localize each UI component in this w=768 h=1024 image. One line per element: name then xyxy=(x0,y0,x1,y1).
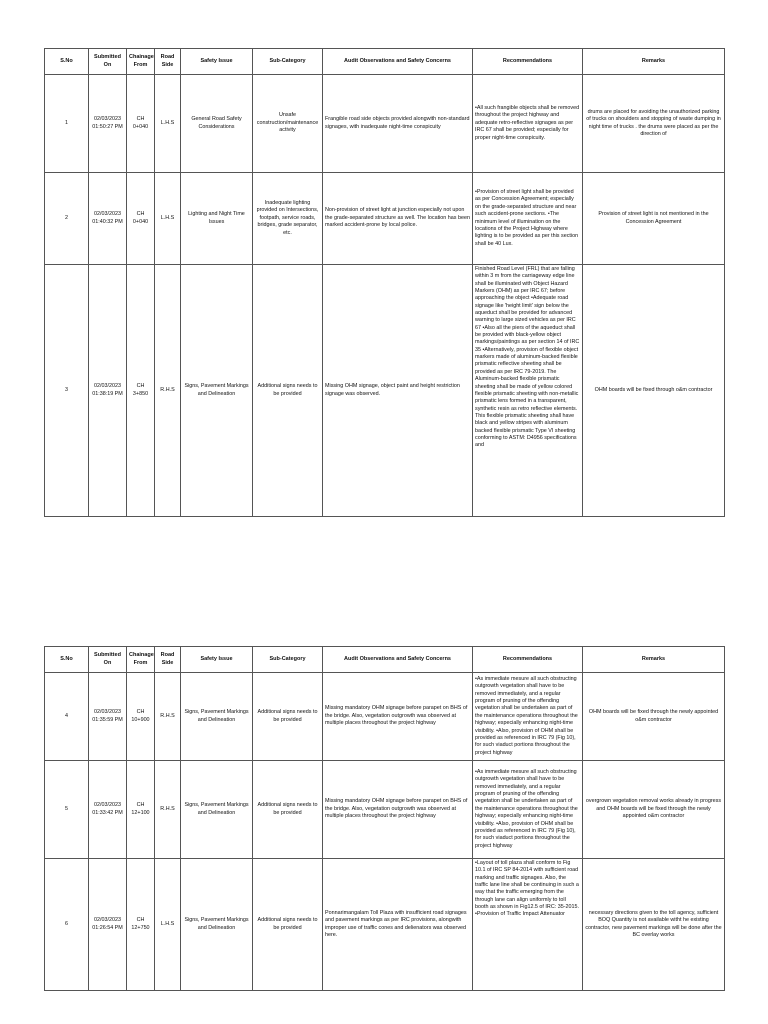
cell-submitted-on: 02/03/2023 01:35:59 PM xyxy=(89,673,127,761)
cell-remarks: drums are placed for avoiding the unauthorized parking of trucks on shoulders and stopping of waste dumping in night time of trucks . the drums were placed as per the direction of xyxy=(583,75,725,173)
header-sub-category: Sub-Category xyxy=(253,647,323,673)
cell-sno: 2 xyxy=(45,173,89,265)
table-header-row xyxy=(45,647,725,673)
cell-observations: Frangible road side objects provided alongwith non-standard signages, with inadequate night-time conspicuity xyxy=(323,75,473,173)
header-sno: S.No xyxy=(45,49,89,75)
header-remarks: Remarks xyxy=(583,49,725,75)
header-recommendations: Recommendations xyxy=(473,49,583,75)
header-remarks: Remarks xyxy=(583,647,725,673)
cell-sub-category: Unsafe construction/maintenance activity xyxy=(253,75,323,173)
cell-road-side: L.H.S xyxy=(155,173,181,265)
cell-remarks: overgrown vegetation removal works already in progress and OHM boards will be fixed through the newly appointed o&m contractor xyxy=(583,761,725,859)
header-audit-observations: Audit Observations and Safety Concerns xyxy=(323,49,473,75)
cell-chainage: CH 0+040 xyxy=(127,75,155,173)
cell-submitted-on: 02/03/2023 01:26:54 PM xyxy=(89,859,127,991)
cell-remarks: OHM boards will be fixed through o&m contractor xyxy=(583,265,725,517)
cell-safety-issue: Signs, Pavement Markings and Delineation xyxy=(181,673,253,761)
cell-safety-issue: Signs, Pavement Markings and Delineation xyxy=(181,761,253,859)
cell-sno: 4 xyxy=(45,673,89,761)
cell-road-side: R.H.S xyxy=(155,761,181,859)
table-row xyxy=(45,673,725,761)
cell-safety-issue: Signs, Pavement Markings and Delineation xyxy=(181,265,253,517)
cell-safety-issue: Signs, Pavement Markings and Delineation xyxy=(181,859,253,991)
cell-observations: Missing OHM signage, object paint and height restriction signage was observed. xyxy=(323,265,473,517)
cell-sub-category: Additional signs needs to be provided xyxy=(253,673,323,761)
header-chainage-from: Chainage From xyxy=(127,647,155,673)
header-chainage-from: Chainage From xyxy=(127,49,155,75)
cell-observations: Missing mandatory OHM signage before parapet on BHS of the bridge. Also, vegetation outgrowth was observed at multiple places throughout the project highway xyxy=(323,673,473,761)
table-row xyxy=(45,75,725,173)
cell-submitted-on: 02/03/2023 01:33:42 PM xyxy=(89,761,127,859)
cell-observations: Missing mandatory OHM signage before parapet on BHS of the bridge. Also, vegetation outgrowth was observed at multiple places throughout the project highway xyxy=(323,761,473,859)
cell-road-side: L.H.S xyxy=(155,859,181,991)
cell-recommendations: •Layout of toll plaza shall conform to Fig 10.1 of IRC SP 84-2014 with sufficient road marking and traffic signages. Also, the traffic lane line shall be continuing in such a way that the traffic emerging from the through lane can align uniformly to toll booth as shown in Fig12.5 of IRC: 35-2015. •Provision of Traffic Impact Attenuator xyxy=(473,859,583,991)
cell-remarks: OHM boards will be fixed through the newly appointed o&m contractor xyxy=(583,673,725,761)
cell-submitted-on: 02/03/2023 01:38:19 PM xyxy=(89,265,127,517)
cell-sno: 3 xyxy=(45,265,89,517)
header-sub-category: Sub-Category xyxy=(253,49,323,75)
cell-sno: 6 xyxy=(45,859,89,991)
cell-chainage: CH 12+100 xyxy=(127,761,155,859)
header-recommendations: Recommendations xyxy=(473,647,583,673)
audit-table-lower xyxy=(44,646,725,991)
header-safety-issue: Safety Issue xyxy=(181,647,253,673)
header-audit-observations: Audit Observations and Safety Concerns xyxy=(323,647,473,673)
table-row xyxy=(45,859,725,991)
cell-sub-category: Inadequate lighting provided on Intersections, footpath, service roads, bridges, grade separator, etc. xyxy=(253,173,323,265)
table-header-row xyxy=(45,49,725,75)
cell-observations: Ponnarimangalam Toll Plaza with insufficient road signages and pavement markings as per IRC provisions, alongwith improper use of traffic cones and delienators was observed here. xyxy=(323,859,473,991)
cell-sno: 1 xyxy=(45,75,89,173)
cell-sub-category: Additional signs needs to be provided xyxy=(253,265,323,517)
cell-safety-issue: General Road Safety Considerations xyxy=(181,75,253,173)
cell-observations: Non-provision of street light at junction especially not upon the grade-separated structure as well. The location has been marked accident-prone by local police. xyxy=(323,173,473,265)
header-submitted-on: Submitted On xyxy=(89,647,127,673)
audit-table-upper xyxy=(44,48,725,517)
cell-road-side: L.H.S xyxy=(155,75,181,173)
header-submitted-on: Submitted On xyxy=(89,49,127,75)
cell-recommendations: •As immediate mesure all such obstructing outgrowth vegetation shall have to be removed immediately, and a regular program of pruning of the offending vegetation shall be undertaken as part of the maintenance operations throughout the highway; especially enhancing night-time visibility. •Also, provision of OHM shall be provided as referenced in IRC 79 (Fig 10), for such viaduct portions throughout the project highway xyxy=(473,673,583,761)
table-row xyxy=(45,265,725,517)
cell-remarks: Provision of street light is not mentioned in the Concession Agreement xyxy=(583,173,725,265)
cell-sub-category: Additional signs needs to be provided xyxy=(253,859,323,991)
table-row xyxy=(45,173,725,265)
cell-safety-issue: Lighting and Night Time Issues xyxy=(181,173,253,265)
cell-chainage: CH 10+900 xyxy=(127,673,155,761)
cell-submitted-on: 02/03/2023 01:40:32 PM xyxy=(89,173,127,265)
cell-sno: 5 xyxy=(45,761,89,859)
header-safety-issue: Safety Issue xyxy=(181,49,253,75)
table-row xyxy=(45,761,725,859)
cell-recommendations: Finished Road Level (FRL) that are falling within 3 m from the carriageway edge line shall be illuminated with Object Hazard Markers (OHM) as per IRC 67; before approaching the object •Adequate road signage like 'height limit' sign below the aqueduct shall be provided for advanced warning to large sized vehicles as per IRC 67 •Also all the piers of the aqueduct shall be provided with black-yellow object markings/paintings as per section 14 of IRC 35 •Alternatively, provision of flexible object markers made of aluminum-backed flexible prismatic reflective sheeting shall be provided as per IRC 79-2019. The Aluminum-backed flexible prismatic sheeting shall be made of yellow colored flexible prismatic sheeting with non-metallic prismatic lens formed in a transparent, synthetic resin as retro reflective elements. This flexible prismatic sheeting shall have black and yellow stripes with aluminum backed flexible prismatic Type VI sheeting conforming to ASTM: D4956 specifications and xyxy=(473,265,583,517)
header-road-side: Road Side xyxy=(155,49,181,75)
cell-recommendations: •All such frangible objects shall be removed throughout the project highway and adequate retro-reflective signages as per IRC 67 shall be provided; especially for proper night-time conspicuity. xyxy=(473,75,583,173)
cell-sub-category: Additional signs needs to be provided xyxy=(253,761,323,859)
cell-submitted-on: 02/03/2023 01:50:27 PM xyxy=(89,75,127,173)
cell-road-side: R.H.S xyxy=(155,673,181,761)
cell-recommendations: •Provision of street light shall be provided as per Concession Agreement; especially on the grade-separated structure and near such accident-prone sections. •The minimum level of illumination on the locations of the Project Highway where lighting is to be provided as per this section shall be 40 Lux. xyxy=(473,173,583,265)
cell-chainage: CH 3+850 xyxy=(127,265,155,517)
cell-chainage: CH 0+040 xyxy=(127,173,155,265)
cell-road-side: R.H.S xyxy=(155,265,181,517)
header-sno: S.No xyxy=(45,647,89,673)
cell-recommendations: •As immediate mesure all such obstructing outgrowth vegetation shall have to be removed immediately, and a regular program of pruning of the offending vegetation shall be undertaken as part of the maintenance operations throughout the highway; especially enhancing night-time visibility. •Also, provision of OHM shall be provided as referenced in IRC 79 (Fig 10), for such viaduct portions throughout the project highway xyxy=(473,761,583,859)
cell-remarks: necessary directions given to the toll agency, sufficient BOQ Quantity is not available witht he existing contractor, new pavement markings will be done after the BC overlay works xyxy=(583,859,725,991)
cell-chainage: CH 12+750 xyxy=(127,859,155,991)
header-road-side: Road Side xyxy=(155,647,181,673)
